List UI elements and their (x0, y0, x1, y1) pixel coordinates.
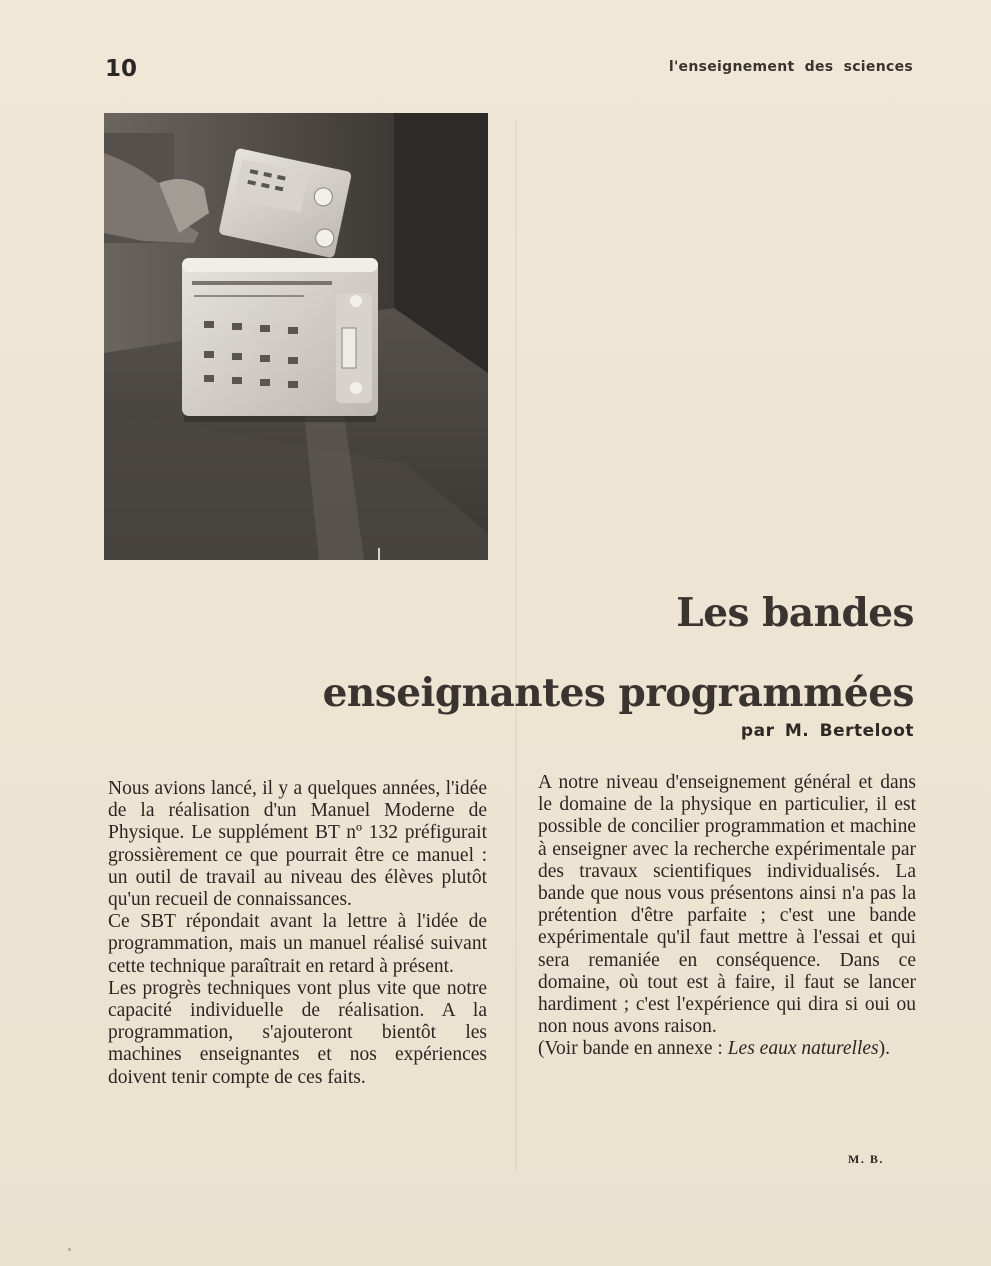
right-paragraph-main: A notre niveau d'enseignement général et dans le domaine de la physique en particulier, il est possible de concilier programmation et machine à enseigner avec la recherche expérimentale par des travaux scientifiques individualisés. La bande que nous vous présentons ainsi n'a pas la prétention d'être parfaite ; c'est une bande expérimentale qu'il faut mettre à l'essai et qui sera remaniée en conséquence. Dans ce domaine, où tout est à faire, il faut se lancer hardiment ; c'est l'expérience qui dira si oui ou non nous avons raison. (538, 772, 916, 1038)
article-left-column (108, 778, 487, 1089)
article-title-line-2: enseignantes programmées (322, 670, 914, 716)
article-right-column (538, 772, 916, 1061)
article-photo (104, 113, 488, 560)
article-title-line-1: Les bandes (676, 590, 914, 636)
left-paragraph-1: Nous avions lancé, il y a quelques années, l'idée de la réalisation d'un Manuel Moderne de Physique. Le supplément BT nº 132 préfigurait grossièrement ce que pourrait être ce manuel : un outil de travail au niveau des élèves plutôt qu'un recueil de connaissances. (108, 778, 487, 911)
annex-prefix: (Voir bande en annexe : (538, 1038, 728, 1060)
article-byline: par M. Berteloot (740, 721, 914, 741)
running-head: l'enseignement des sciences (668, 59, 913, 75)
author-signature: M. B. (848, 1152, 884, 1166)
left-paragraph-3: Les progrès techniques vont plus vite que notre capacité individuelle de réalisation. A la programmation, s'ajouteront bientôt les machines enseignantes et nos expériences doivent tenir compte de ces faits. (108, 977, 487, 1088)
paper-speck (383, 553, 386, 556)
paper-speck (68, 1248, 71, 1251)
show-through-rule (515, 120, 517, 1170)
annex-suffix: ). (878, 1038, 890, 1060)
page-number: 10 (105, 56, 138, 82)
annex-title: Les eaux naturelles (727, 1038, 879, 1060)
left-paragraph-2: Ce SBT répondait avant la lettre à l'idée de programmation, mais un manuel réalisé suivant cette technique paraîtrait en retard à présent. (108, 911, 487, 977)
annex-reference (538, 1038, 916, 1060)
